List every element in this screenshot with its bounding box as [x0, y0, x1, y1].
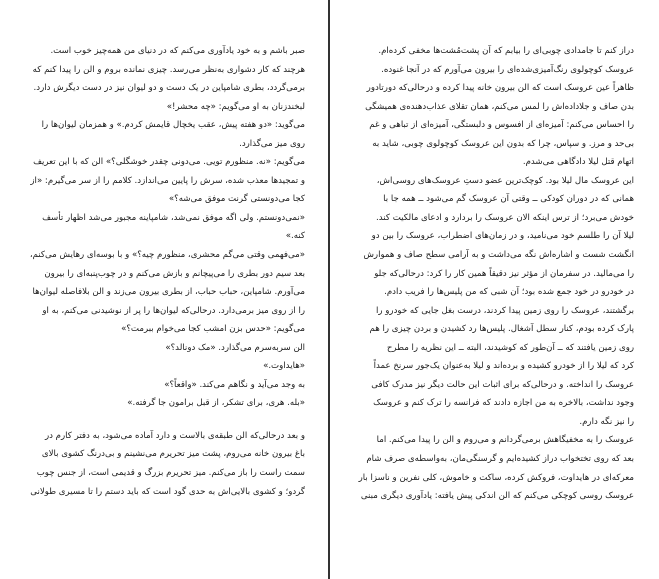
right-page — [331, 0, 659, 579]
paragraph: «هایداوت.» — [263, 361, 305, 372]
paragraph: لبخندزنان به او می‌گویم: «چه محشر!» — [166, 101, 305, 112]
paragraph: عروسک را به مخفیگاهش برمی‌گردانم و می‌روم و الن را پیدا می‌کنم. اما بعد که روی تختخواب دراز کشیده‌ایم و گرسنگی‌مان، به‌واسطه‌ی صرف شام معرکه‌ای در هایداوت، فروکش کرده، ساکت و خاموش، کلی نفرین و ناسزا بار عروسک روسی کوچکی می‌کنم که الن اندکی پیش یافته: یادآوری دیگری مبنی — [358, 435, 634, 502]
paragraph: الن سربه‌سرم می‌گذارد. «مک دونالد؟» — [165, 342, 305, 353]
paragraph: به وجد می‌آید و نگاهم می‌کند. «واقعاً؟» — [164, 379, 305, 390]
left-page — [0, 0, 329, 579]
section-gap — [20, 413, 305, 427]
paragraph: «نمی‌دونستم. ولی اگه موفق نمی‌شد، شامپاینه مجبور می‌شد اظهار تأسف کنه.» — [42, 212, 305, 242]
paragraph: «می‌فهمی وقتی می‌گم محشری، منظورم چیه؟» و با بوسه‌ای رهایش می‌کنم، بعد سیم دور بطری را می‌پیچانم و بازش می‌کنم و در چوب‌پنبه‌ای را بیرون می‌آورم. شامپاین، حباب حباب، از بطری بیرون می‌زند و الن بلافاصله لیوان‌ها را از روی میز برمی‌دارد. درحالی‌که لیوان‌ها را پر از نوشیدنی می‌کنم، به او می‌گویم: «حدس بزن امشب کجا می‌خوام ببرمت؟» — [29, 250, 305, 335]
paragraph: دراز کنم تا جامدادی چوبی‌ای را بیابم که آن پشت‌مُشت‌ها مخفی کرده‌ام. عروسک کوچولوی رنگ‌آمیزی‌شده‌ای را بیرون می‌آورم که در آنجا غنوده. ظاهراً عین عروسک است که الن بیرون خانه پیدا کرده و درحالی‌که دورتادور بدن صاف و جلاداده‌اش را لمس می‌کنم، همان تقلای عذاب‌دهنده‌ی همیشگی را احساس می‌کنم: آمیزه‌ای از افسوس و دلبستگی، آمیزه‌ای از تباهی و غم بی‌حد و مرز. و سپاس، چرا که بدون این عروسک کوچولوی چوبی، شاید به اتهام قتل لیلا دادگاهی می‌شدم. — [365, 46, 634, 168]
paragraph: می‌گویم: «نه. منظورم تویی. می‌دونی چقدر خوشگلی؟» الن که با این تعریف و تمجیدها معذب شده، سرش را پایین می‌اندازد. کلامم را از سر می‌گیرم: «از کجا می‌دونستی گرنت موفق می‌شه؟» — [30, 157, 305, 205]
paragraph: صبر باشم و به خود یادآوری می‌کنم که در دنیای من همه‌چیز خوب است. هرچند که کار دشواری به‌نظر می‌رسد. چیزی نمانده بروم و الن را پیدا کنم که برمی‌گردد، بطری شامپاین در یک دست و دو لیوان نیز در دست دیگرش دارد. — [32, 46, 305, 94]
paragraph: می‌گوید: «دو هفته پیش، عقب یخچال قایمش کردم.» و همزمان لیوان‌ها را روی میز می‌گذارد. — [41, 120, 305, 149]
page-divider — [328, 0, 330, 579]
paragraph: و بعد درحالی‌که الن طبقه‌ی بالاست و دارد آماده می‌شود، به دفتر کارم در باغ بیرون خانه می‌روم، پشت میز تحریرم می‌نشینم و بی‌درنگ کشوی بالای سمت راست را باز می‌کنم. میز تحریرم بزرگ و قدیمی است، از جنس چوب گردو؛ و کشوی بالایی‌اش به حدی گود است که باید دستم را تا مسیری طولانی — [30, 430, 305, 497]
paragraph: این عروسک مال لیلا بود. کوچک‌ترین عضو دستِ عروسک‌های روسی‌اش، همانی که در دوران کودکی ــ وقتی آن عروسک گم می‌شود ــ همه جا با خودش می‌برد؛ از ترس اینکه الان عروسک را بردارد و ادعای مالکیت کند. لیلا آن را طلسم خود می‌نامید، و در زمان‌های اضطراب، عروسک را بین دو انگشت شست و اشاره‌اش نگه می‌داشت و به آرامی سطح صاف و هموارش را می‌مالید. در سفرمان از مؤثر نیز دقیقاً همین کار را کرد: درحالی‌که جلو در خودرو در خود جمع شده بود؛ آن شبی که من پلیس‌ها را فریب دادم. برگشتند، عروسک را روی زمین پیدا کردند، درست بغل جایی که خودرو را پارک کرده بودم، کنار سطل آشغال. پلیس‌ها رد کشیدن و بردن چیزی را هم روی زمین یافتند که ــ آن‌طور که کوشیدند، البته ــ این نظریه را مطرح کرد که لیلا را از خودرو کشیده و برده‌اند و لیلا به‌عنوان یک‌جور سرنخ عمداً عروسک را انداخته. و درحالی‌که برای اثبات این حالت دیگر نیز مدرک کافی وجود نداشت، بالاخره به من اجازه دادند که فرانسه را ترک کنم و عروسک را نیز نگه دارم. — [363, 175, 634, 427]
paragraph: «بله. هری، برای تشکر، از قبل برامون جا گرفته.» — [127, 398, 305, 409]
